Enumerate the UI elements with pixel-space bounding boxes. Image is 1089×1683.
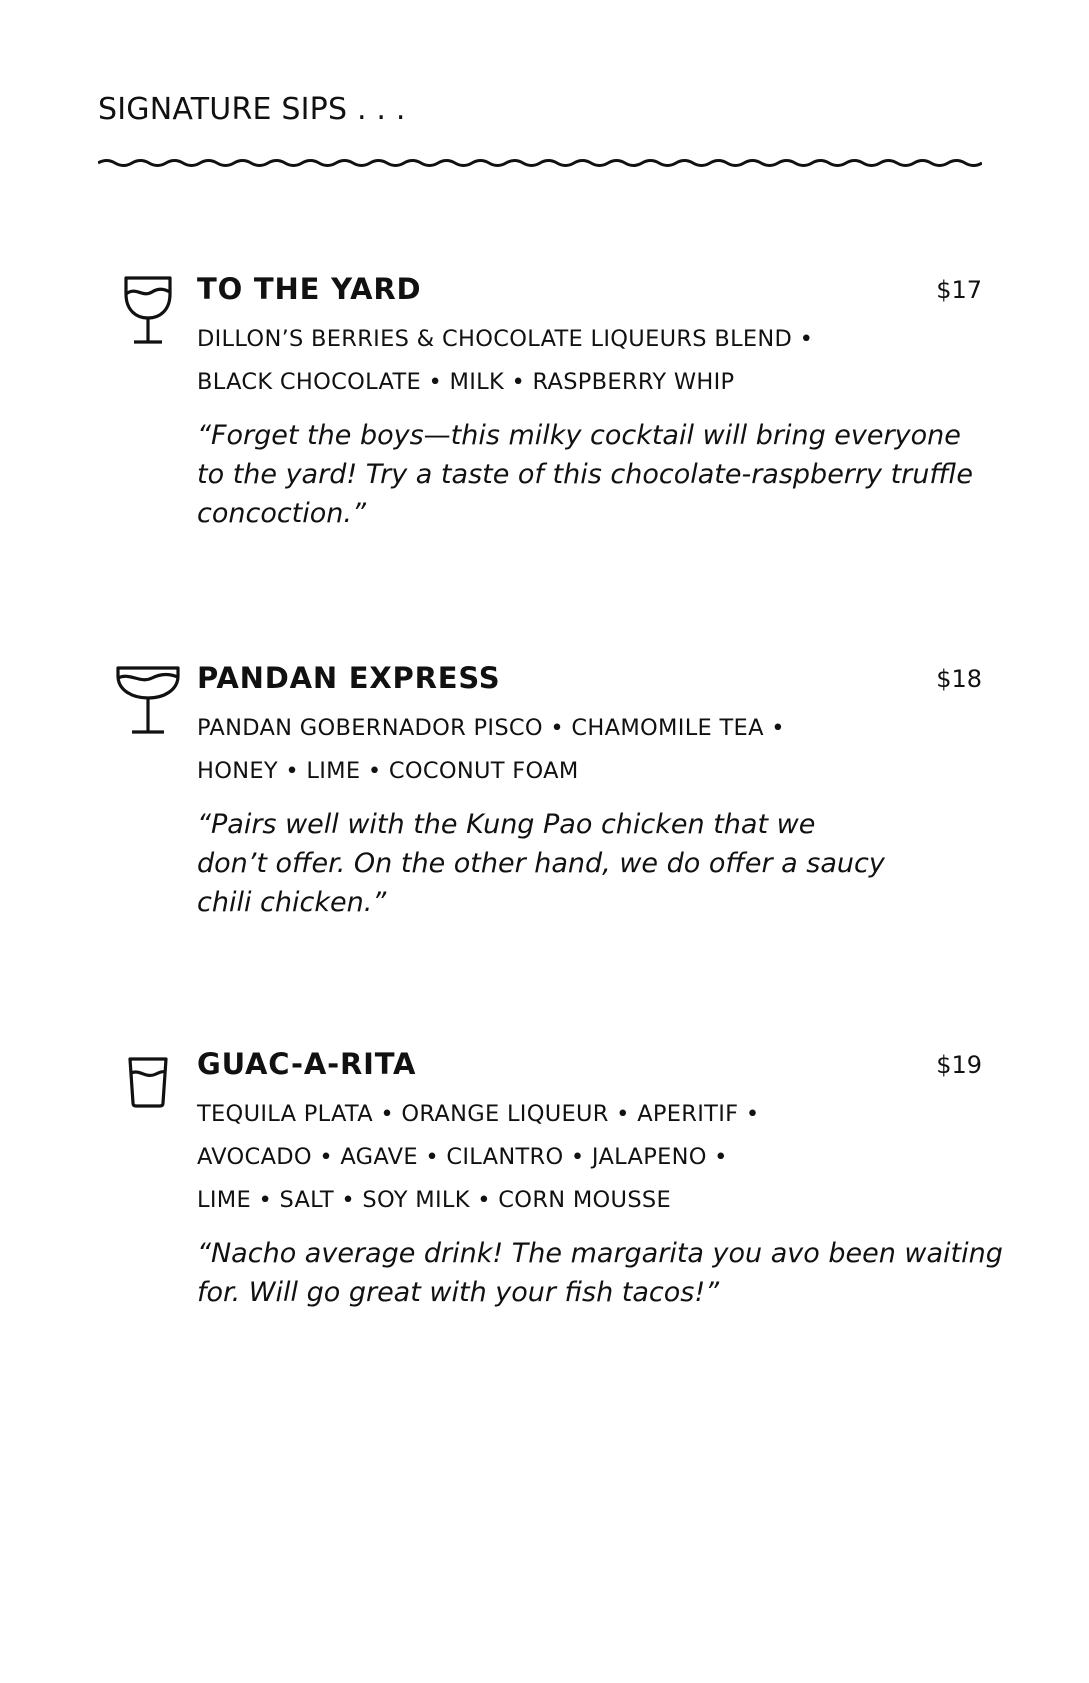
item-name: GUAC-A-RITA	[197, 1047, 417, 1081]
item-name: PANDAN EXPRESS	[197, 661, 501, 695]
wine-glass-icon	[118, 276, 178, 346]
ingredients-line: BLACK CHOCOLATE • MILK • RASPBERRY WHIP	[197, 369, 735, 395]
item-quote	[197, 805, 997, 922]
page-title: SIGNATURE SIPS . . .	[98, 92, 406, 127]
item-ingredients	[197, 318, 987, 404]
ingredients-line: LIME • SALT • SOY MILK • CORN MOUSSE	[197, 1187, 672, 1213]
quote-line: concoction.”	[197, 498, 366, 529]
ingredients-line: HONEY • LIME • COCONUT FOAM	[197, 758, 579, 784]
item-name: TO THE YARD	[197, 272, 422, 306]
item-price: $18	[936, 665, 982, 693]
quote-line: don’t offer. On the other hand, we do offer a saucy	[197, 848, 885, 879]
quote-line: to the yard! Try a taste of this chocolate-raspberry truffle	[197, 459, 973, 490]
item-ingredients	[197, 707, 987, 793]
ingredients-line: DILLON’S BERRIES & CHOCOLATE LIQUEURS BLEND •	[197, 326, 814, 352]
item-price: $19	[936, 1051, 982, 1079]
wavy-divider	[98, 153, 982, 173]
item-ingredients	[197, 1093, 987, 1222]
item-quote	[197, 1234, 1003, 1312]
quote-line: “Pairs well with the Kung Pao chicken that we	[197, 809, 816, 840]
item-price: $17	[936, 276, 982, 304]
quote-line: “Forget the boys—this milky cocktail will bring everyone	[197, 420, 961, 451]
item-quote	[197, 416, 997, 533]
ingredients-line: TEQUILA PLATA • ORANGE LIQUEUR • APERITIF •	[197, 1101, 760, 1127]
coupe-glass-icon	[114, 666, 182, 736]
quote-line: “Nacho average drink! The margarita you avo been waiting	[197, 1238, 1003, 1269]
ingredients-line: PANDAN GOBERNADOR PISCO • CHAMOMILE TEA •	[197, 715, 785, 741]
ingredients-line: AVOCADO • AGAVE • CILANTRO • JALAPENO •	[197, 1144, 728, 1170]
quote-line: for. Will go great with your fish tacos!”	[197, 1277, 720, 1308]
quote-line: chili chicken.”	[197, 887, 387, 918]
rocks-glass-icon	[124, 1055, 172, 1109]
